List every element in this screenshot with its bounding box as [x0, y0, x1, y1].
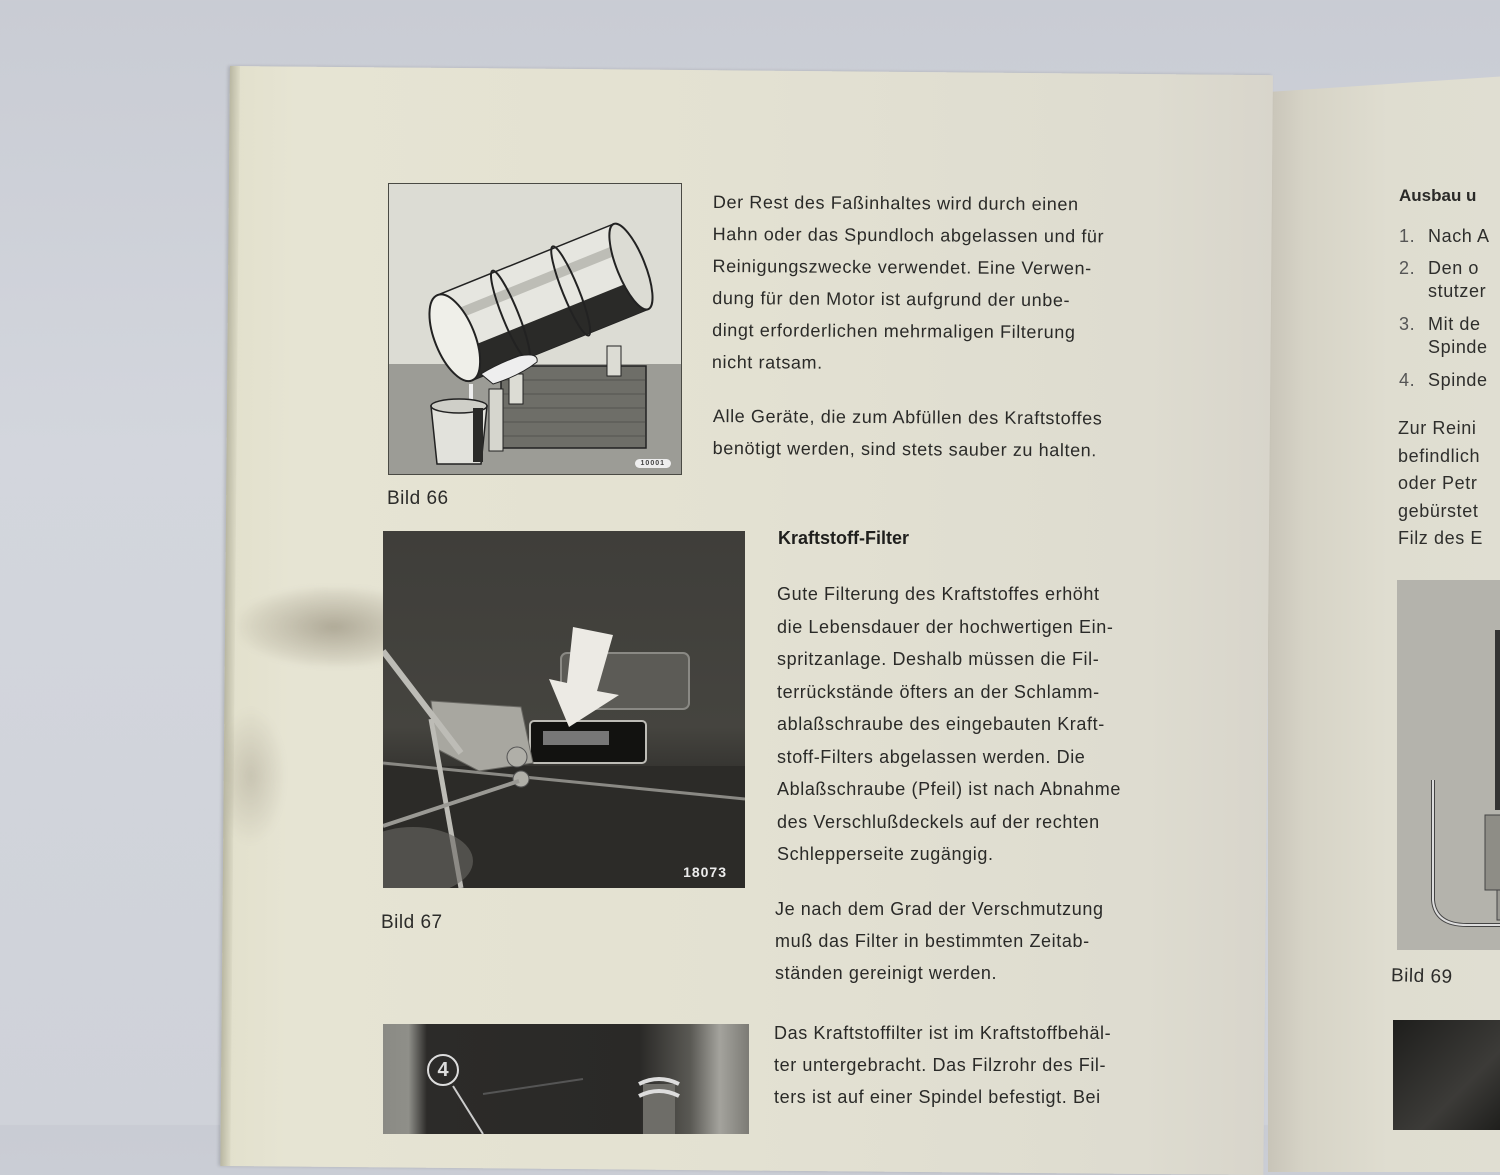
list-number: 1. — [1399, 226, 1416, 246]
text-line: muß das Filter in bestimmten Zeitab- — [775, 931, 1090, 951]
list-item-continuation: Spinde — [1428, 337, 1488, 357]
text-line: Reinigungszwecke verwendet. Eine Verwen- — [712, 255, 1092, 279]
figure-caption: Bild 67 — [381, 912, 443, 933]
text-line: des Verschlußdeckels auf der rechten — [777, 811, 1100, 832]
figure-caption: Bild 66 — [387, 488, 449, 509]
text-line: spritzanlage. Deshalb müssen die Fil- — [777, 649, 1100, 669]
callout-number: 4 — [427, 1054, 459, 1086]
figure-number: 18073 — [683, 864, 727, 880]
text-line: Alle Geräte, die zum Abfüllen des Kraftstoffes — [712, 405, 1103, 429]
figure-68-tank-photo — [383, 1024, 749, 1134]
text-line: Schlepperseite zugängig. — [777, 844, 994, 864]
text-line: dingt erforderlichen mehrmaligen Filterung — [712, 319, 1076, 343]
text-line: ständen gereinigt werden. — [775, 963, 998, 983]
list-text: Nach A — [1428, 226, 1490, 246]
section-heading: Kraftstoff-Filter — [778, 528, 909, 548]
barrel-icon — [389, 184, 681, 474]
filter-pipe-icon — [1397, 580, 1500, 950]
text-line: Das Kraftstoffilter ist im Kraftstoffbehäl- — [774, 1023, 1112, 1043]
paragraph-barrel-remainder — [712, 186, 1159, 381]
pipe-icon — [383, 1024, 749, 1134]
figure-number: 10001 — [635, 459, 671, 468]
text-line: befindlich — [1398, 445, 1481, 466]
text-line: stoff-Filters abgelassen werden. Die — [777, 746, 1086, 767]
text-line: Der Rest des Faßinhaltes wird durch einen — [712, 191, 1079, 215]
text-line: ter untergebracht. Das Filzrohr des Fil- — [774, 1055, 1107, 1075]
list-item-continuation: stutzer — [1428, 281, 1487, 301]
text-line: ters ist auf einer Spindel befestigt. Bei — [774, 1087, 1101, 1107]
figure-66-barrel-illustration — [388, 183, 682, 475]
text-line: ablaßschraube des eingebauten Kraft- — [777, 714, 1105, 734]
text-line: dung für den Motor ist aufgrund der unbe- — [712, 287, 1071, 311]
text-line: benötigt werden, sind stets sauber zu halten. — [712, 437, 1097, 461]
arrow-pointer-icon — [383, 531, 745, 888]
figure-69-filter-illustration — [1397, 580, 1500, 950]
text-line: Filz des E — [1398, 528, 1484, 548]
paragraph-filter-intro — [777, 578, 1159, 871]
text-line: die Lebensdauer der hochwertigen Ein- — [777, 616, 1114, 637]
right-paragraph — [1398, 415, 1483, 553]
list-number: 3. — [1399, 314, 1416, 334]
list-number: 4. — [1399, 370, 1416, 390]
paragraph-clean-equipment — [713, 400, 1159, 467]
figure-70-photo — [1393, 1020, 1500, 1130]
paragraph-cleaning-intervals — [775, 893, 1159, 989]
list-text: Mit de — [1428, 314, 1481, 334]
text-line: oder Petr — [1398, 473, 1478, 493]
figure-caption: Bild 69 — [1390, 965, 1453, 988]
list-text: Den o — [1428, 258, 1480, 278]
list-item — [1399, 220, 1490, 252]
text-line: Je nach dem Grad der Verschmutzung — [775, 899, 1104, 919]
paragraph-filter-location — [774, 1017, 1159, 1113]
right-section-heading: Ausbau u — [1399, 186, 1477, 205]
fingerprint-smudge — [238, 586, 399, 667]
figure-67-filter-photo — [383, 531, 745, 888]
right-numbered-list — [1399, 220, 1490, 396]
text-line: gebürstet — [1398, 500, 1479, 521]
text-line: Ablaßschraube (Pfeil) ist nach Abnahme — [777, 779, 1121, 799]
text-line: terrückstände öfters an der Schlamm- — [777, 681, 1100, 702]
text-line: Zur Reini — [1398, 418, 1477, 438]
list-item — [1399, 364, 1490, 396]
text-line: Gute Filterung des Kraftstoffes erhöht — [777, 584, 1100, 604]
list-text: Spinde — [1428, 370, 1488, 390]
fingerprint-smudge — [226, 706, 287, 847]
list-number: 2. — [1399, 258, 1416, 278]
text-line: Hahn oder das Spundloch abgelassen und für — [712, 223, 1105, 247]
text-line: nicht ratsam. — [711, 351, 823, 373]
